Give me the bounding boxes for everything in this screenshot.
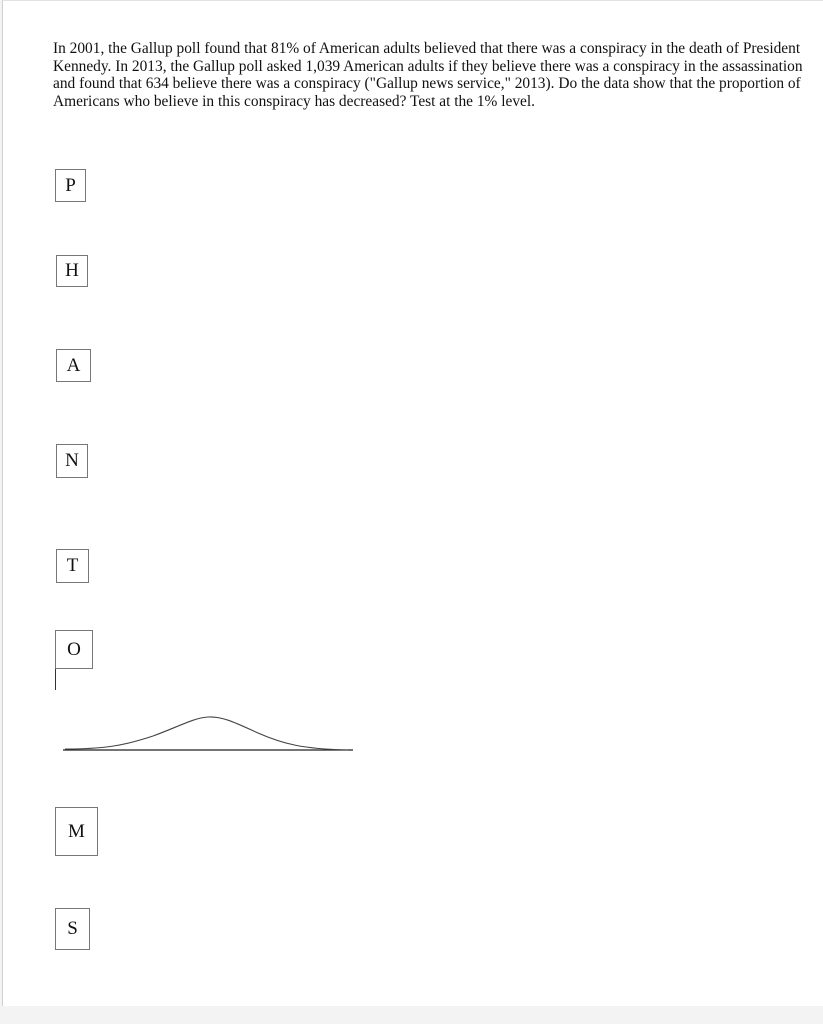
step-box-p bbox=[55, 169, 86, 202]
step-letter-p: P bbox=[65, 174, 76, 196]
step-box-a bbox=[56, 349, 91, 382]
step-letter-n: N bbox=[65, 450, 79, 471]
step-box-s bbox=[55, 908, 90, 950]
step-letter-m: M bbox=[68, 820, 85, 842]
document-page bbox=[2, 0, 823, 1006]
step-letter-h: H bbox=[65, 260, 79, 281]
normal-curve-svg bbox=[63, 706, 355, 756]
step-letter-a: A bbox=[66, 354, 81, 376]
step-box-n bbox=[56, 444, 88, 478]
normal-curve-sketch bbox=[63, 706, 355, 756]
step-letter-t: T bbox=[66, 555, 79, 576]
step-box-o bbox=[55, 630, 93, 669]
step-box-t bbox=[56, 549, 89, 583]
step-box-h bbox=[56, 255, 88, 287]
step-letter-s: S bbox=[67, 918, 78, 939]
box-tick-mark bbox=[55, 669, 56, 690]
problem-statement: In 2001, the Gallup poll found that 81% of American adults believed that there was a conspiracy in the death of President Kennedy. In 2013, the Gallup poll asked 1,039 American adults if they believe there was a conspiracy in the assassination and found that 634 believe there was a conspiracy ("Gallup news service," 2013). Do the data show that the proportion of Americans who believe in this conspiracy has decreased? Test at the 1% level. bbox=[53, 40, 803, 110]
step-letter-o: O bbox=[67, 638, 81, 660]
step-box-m bbox=[55, 807, 98, 856]
bell-curve bbox=[65, 717, 348, 750]
